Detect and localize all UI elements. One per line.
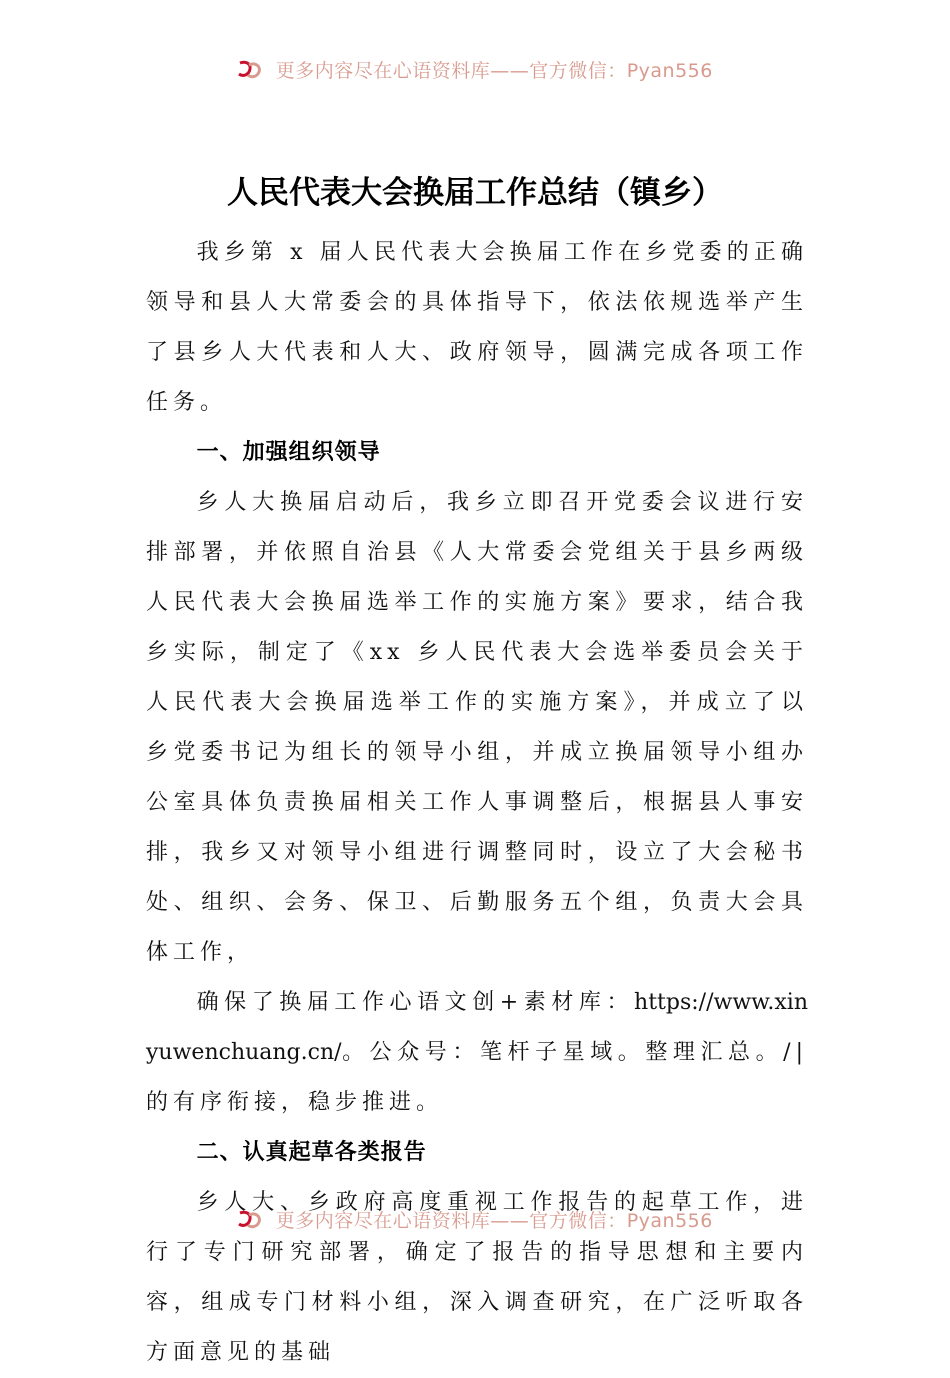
section-heading-2: 二、认真起草各类报告	[196, 1140, 427, 1165]
footer-watermark	[0, 1206, 950, 1236]
watermark-text: 更多内容尽在心语资料库——官方微信：Pyan556	[275, 60, 713, 82]
document-body	[146, 168, 808, 1378]
brand-logo-icon	[237, 59, 263, 81]
watermark-text: 更多内容尽在心语资料库——官方微信：Pyan556	[275, 1210, 713, 1232]
intro-paragraph: 我乡第 x 届人民代表大会换届工作在乡党委的正确领导和县人大常委会的具体指导下，依法依规选举产生了县乡人大代表和人大、政府领导，圆满完成各项工作任务。	[146, 240, 808, 415]
section1-paragraph-2	[146, 978, 808, 1128]
section2-paragraph-1: 乡人大、乡政府高度重视工作报告的起草工作，进行了专门研究部署，确定了报告的指导思想和主要内容，组成专门材料小组，深入调查研究，在广泛听取各方面意见的基础	[146, 1190, 808, 1365]
section1-paragraph-1: 乡人大换届启动后，我乡立即召开党委会议进行安排部署，并依照自治县《人大常委会党组关于县乡两级人民代表大会换届选举工作的实施方案》要求，结合我乡实际，制定了《xx 乡人民代表大会选举委员会关于人民代表大会换届选举工作的实施方案》，并成立了以乡党委书记为组长的领导小组，并成立换届领导小组办公室具体负责换届相关工作人事调整后，根据县人事安排，我乡又对领导小组进行调整同时，设立了大会秘书处、组织、会务、保卫、后勤服务五个组，负责大会具体工作，	[146, 490, 808, 965]
para2-prefix: 确保了换届工作心语文创+素材库：	[196, 990, 635, 1015]
document-title: 人民代表大会换届工作总结（镇乡）	[227, 175, 723, 211]
header-watermark	[0, 56, 950, 86]
section-heading-1: 一、加强组织领导	[196, 440, 381, 465]
resource-url: https://www.xinyuwenchuang.cn/	[146, 990, 808, 1065]
para2-suffix: 。公众号：笔杆子星域。整理汇总。/|的有序衔接，稳步推进。	[146, 1040, 808, 1115]
brand-logo-icon	[237, 1209, 263, 1231]
